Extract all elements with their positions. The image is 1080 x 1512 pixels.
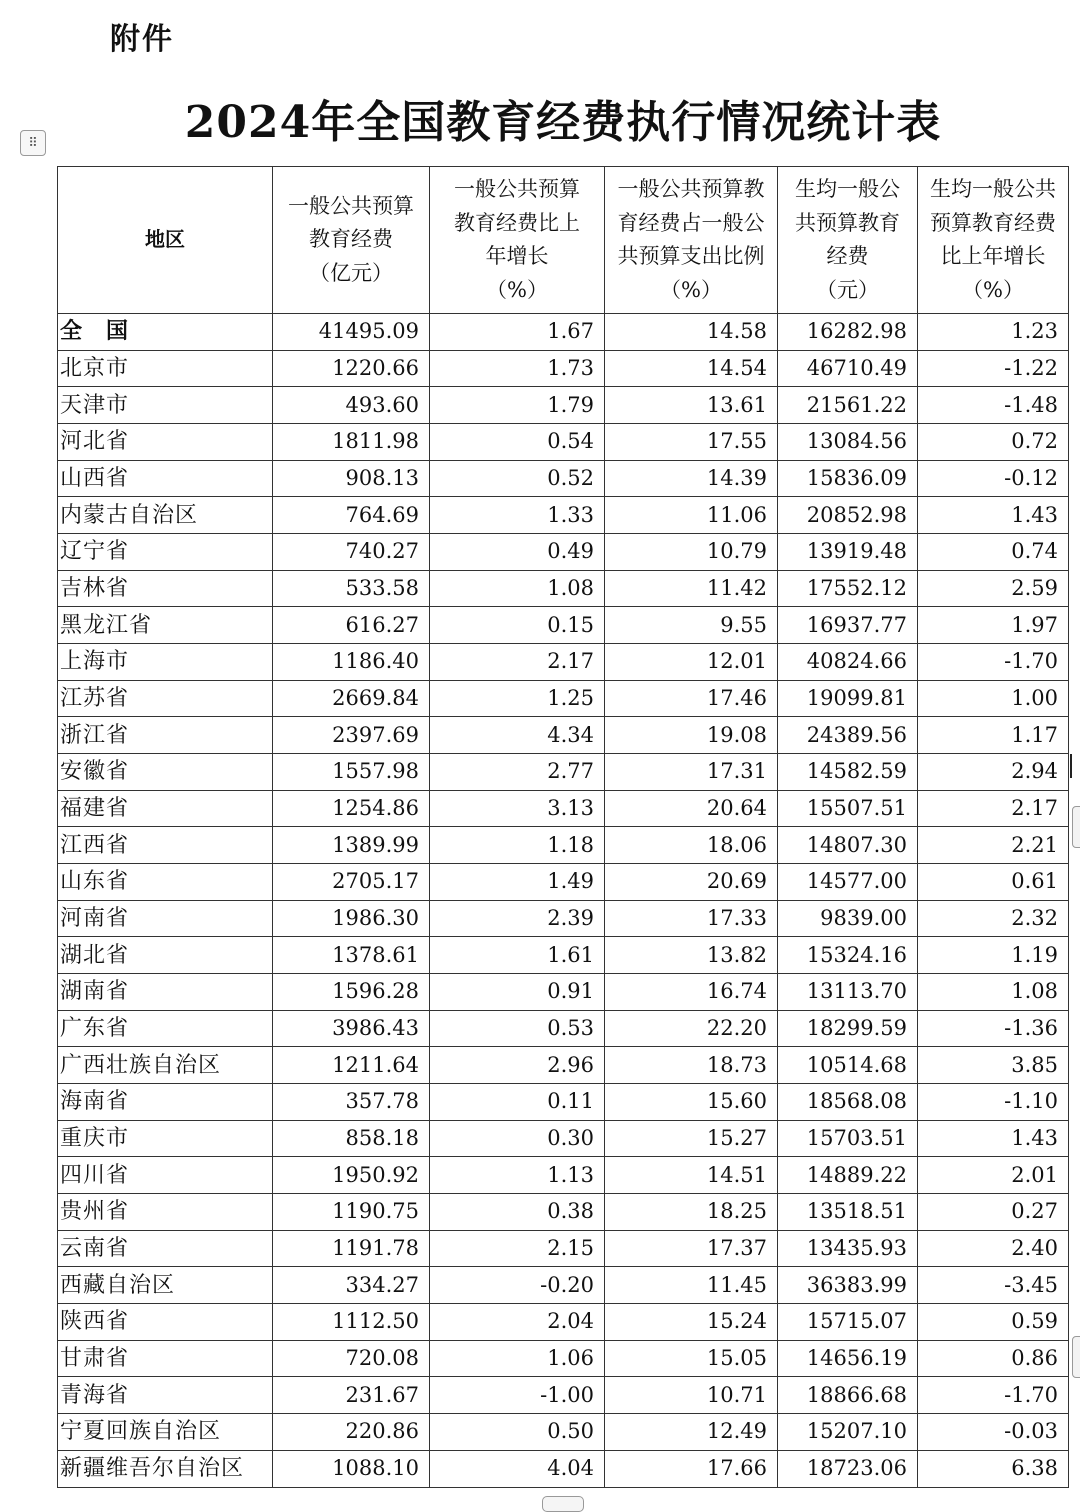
table-row <box>58 570 1069 607</box>
value-cell: 13.61 <box>605 387 778 424</box>
value-cell: 17552.12 <box>778 570 918 607</box>
column-header-line: 一般公共预算教 <box>617 177 765 201</box>
value-cell: 16937.77 <box>778 607 918 644</box>
value-cell: 1.23 <box>918 314 1069 351</box>
table-row <box>58 790 1069 827</box>
value-cell: 18.06 <box>605 827 778 864</box>
value-cell: 1.19 <box>918 937 1069 974</box>
education-funding-table <box>57 166 1069 1488</box>
column-header-line: 一般公共预算 <box>454 177 580 201</box>
table-row <box>58 1304 1069 1341</box>
value-cell: 14807.30 <box>778 827 918 864</box>
region-cell: 甘肃省 <box>58 1340 273 1377</box>
value-cell: 4.04 <box>430 1450 605 1487</box>
value-cell: 15207.10 <box>778 1414 918 1451</box>
table-row <box>58 1157 1069 1194</box>
table-row <box>58 827 1069 864</box>
value-cell: 11.06 <box>605 497 778 534</box>
column-header-line: 预算教育经费 <box>930 210 1056 235</box>
region-cell: 吉林省 <box>58 570 273 607</box>
value-cell: 1.17 <box>918 717 1069 754</box>
value-cell: 0.91 <box>430 974 605 1011</box>
value-cell: 0.59 <box>918 1304 1069 1341</box>
table-row <box>58 497 1069 534</box>
value-cell: 20852.98 <box>778 497 918 534</box>
region-cell: 广西壮族自治区 <box>58 1047 273 1084</box>
value-cell: 36383.99 <box>778 1267 918 1304</box>
region-cell: 山西省 <box>58 460 273 497</box>
side-scroll-tab[interactable] <box>1072 1336 1080 1378</box>
value-cell: 13113.70 <box>778 974 918 1011</box>
value-cell: 18723.06 <box>778 1450 918 1487</box>
value-cell: 1811.98 <box>273 424 430 461</box>
value-cell: 2.96 <box>430 1047 605 1084</box>
value-cell: 12.49 <box>605 1414 778 1451</box>
table-row <box>58 1047 1069 1084</box>
value-cell: 15324.16 <box>778 937 918 974</box>
value-cell: 0.86 <box>918 1340 1069 1377</box>
value-cell: -1.22 <box>918 350 1069 387</box>
value-cell: -1.10 <box>918 1084 1069 1121</box>
value-cell: 0.38 <box>430 1194 605 1231</box>
value-cell: 0.54 <box>430 424 605 461</box>
page-title: 2024年全国教育经费执行情况统计表 <box>184 97 942 148</box>
value-cell: 0.30 <box>430 1120 605 1157</box>
value-cell: 357.78 <box>273 1084 430 1121</box>
value-cell: -0.12 <box>918 460 1069 497</box>
table-row <box>58 680 1069 717</box>
value-cell: 1.08 <box>430 570 605 607</box>
value-cell: -3.45 <box>918 1267 1069 1304</box>
value-cell: 14656.19 <box>778 1340 918 1377</box>
column-header-line: 一般公共预算 <box>288 193 414 218</box>
region-cell: 河南省 <box>58 900 273 937</box>
region-cell: 西藏自治区 <box>58 1267 273 1304</box>
region-cell: 广东省 <box>58 1010 273 1047</box>
value-cell: 0.52 <box>430 460 605 497</box>
value-cell: 0.61 <box>918 864 1069 901</box>
table-row <box>58 1450 1069 1487</box>
value-cell: 858.18 <box>273 1120 430 1157</box>
region-cell: 江苏省 <box>58 680 273 717</box>
table-row <box>58 314 1069 351</box>
value-cell: 15.27 <box>605 1120 778 1157</box>
table-row <box>58 387 1069 424</box>
column-header-line: 经费 <box>826 244 869 268</box>
value-cell: 14.39 <box>605 460 778 497</box>
table-row <box>58 1230 1069 1267</box>
column-header <box>58 167 273 314</box>
value-cell: 10.71 <box>605 1377 778 1414</box>
value-cell: 533.58 <box>273 570 430 607</box>
value-cell: 14577.00 <box>778 864 918 901</box>
value-cell: 19099.81 <box>778 680 918 717</box>
value-cell: 0.50 <box>430 1414 605 1451</box>
column-header-line: 比上年增长 <box>940 244 1046 268</box>
value-cell: 3.13 <box>430 790 605 827</box>
column-header-line: （%） <box>486 277 548 302</box>
value-cell: -0.03 <box>918 1414 1069 1451</box>
region-cell: 陕西省 <box>58 1304 273 1341</box>
column-header-line: 年增长 <box>485 244 549 268</box>
table-header-row <box>58 167 1069 314</box>
region-cell: 贵州省 <box>58 1194 273 1231</box>
value-cell: 17.66 <box>605 1450 778 1487</box>
value-cell: -1.36 <box>918 1010 1069 1047</box>
value-cell: 1.33 <box>430 497 605 534</box>
value-cell: 24389.56 <box>778 717 918 754</box>
value-cell: 334.27 <box>273 1267 430 1304</box>
value-cell: 0.27 <box>918 1194 1069 1231</box>
table-row <box>58 1120 1069 1157</box>
value-cell: 17.46 <box>605 680 778 717</box>
region-cell: 浙江省 <box>58 717 273 754</box>
value-cell: 9839.00 <box>778 900 918 937</box>
value-cell: 1389.99 <box>273 827 430 864</box>
value-cell: 1.49 <box>430 864 605 901</box>
value-cell: 18.25 <box>605 1194 778 1231</box>
region-cell: 宁夏回族自治区 <box>58 1414 273 1451</box>
value-cell: 1.73 <box>430 350 605 387</box>
value-cell: 18568.08 <box>778 1084 918 1121</box>
region-cell: 北京市 <box>58 350 273 387</box>
value-cell: 15836.09 <box>778 460 918 497</box>
region-cell: 四川省 <box>58 1157 273 1194</box>
value-cell: 1.08 <box>918 974 1069 1011</box>
region-cell: 河北省 <box>58 424 273 461</box>
value-cell: 1190.75 <box>273 1194 430 1231</box>
value-cell: 13919.48 <box>778 534 918 571</box>
value-cell: 1.06 <box>430 1340 605 1377</box>
value-cell: -1.70 <box>918 1377 1069 1414</box>
value-cell: 11.45 <box>605 1267 778 1304</box>
value-cell: 1.43 <box>918 1120 1069 1157</box>
value-cell: 18866.68 <box>778 1377 918 1414</box>
value-cell: 3986.43 <box>273 1010 430 1047</box>
value-cell: 13.82 <box>605 937 778 974</box>
value-cell: -1.70 <box>918 644 1069 681</box>
value-cell: 20.69 <box>605 864 778 901</box>
value-cell: 1.67 <box>430 314 605 351</box>
value-cell: 764.69 <box>273 497 430 534</box>
region-cell: 上海市 <box>58 644 273 681</box>
value-cell: 1.00 <box>918 680 1069 717</box>
value-cell: 1191.78 <box>273 1230 430 1267</box>
table-row <box>58 644 1069 681</box>
value-cell: 1378.61 <box>273 937 430 974</box>
value-cell: 1.25 <box>430 680 605 717</box>
value-cell: 15.05 <box>605 1340 778 1377</box>
value-cell: 6.38 <box>918 1450 1069 1487</box>
value-cell: 2.59 <box>918 570 1069 607</box>
value-cell: 0.11 <box>430 1084 605 1121</box>
value-cell: 220.86 <box>273 1414 430 1451</box>
value-cell: 0.74 <box>918 534 1069 571</box>
column-header-line: 教育经费比上 <box>454 210 580 235</box>
value-cell: 2705.17 <box>273 864 430 901</box>
value-cell: 1986.30 <box>273 900 430 937</box>
table-move-handle[interactable] <box>20 130 46 156</box>
value-cell: 2397.69 <box>273 717 430 754</box>
grid-dots-icon: ⠿ <box>28 135 38 151</box>
value-cell: 40824.66 <box>778 644 918 681</box>
table-row <box>58 1340 1069 1377</box>
region-cell: 安徽省 <box>58 754 273 791</box>
value-cell: 2.15 <box>430 1230 605 1267</box>
value-cell: 2.01 <box>918 1157 1069 1194</box>
region-cell: 全 国 <box>58 314 273 351</box>
value-cell: 2669.84 <box>273 680 430 717</box>
value-cell: 2.94 <box>918 754 1069 791</box>
value-cell: 1596.28 <box>273 974 430 1011</box>
region-cell: 山东省 <box>58 864 273 901</box>
table-row <box>58 1377 1069 1414</box>
value-cell: 13084.56 <box>778 424 918 461</box>
region-cell: 海南省 <box>58 1084 273 1121</box>
value-cell: 0.49 <box>430 534 605 571</box>
table-row <box>58 534 1069 571</box>
value-cell: 21561.22 <box>778 387 918 424</box>
region-cell: 黑龙江省 <box>58 607 273 644</box>
value-cell: 14582.59 <box>778 754 918 791</box>
table-row <box>58 350 1069 387</box>
table-row <box>58 754 1069 791</box>
side-scroll-tab[interactable] <box>1072 806 1080 848</box>
value-cell: 18.73 <box>605 1047 778 1084</box>
column-header-line: 生均一般公 <box>795 177 900 201</box>
value-cell: 740.27 <box>273 534 430 571</box>
value-cell: 17.55 <box>605 424 778 461</box>
value-cell: 16.74 <box>605 974 778 1011</box>
value-cell: -1.48 <box>918 387 1069 424</box>
value-cell: 14.51 <box>605 1157 778 1194</box>
column-header <box>918 167 1069 314</box>
column-header <box>430 167 605 314</box>
value-cell: 1557.98 <box>273 754 430 791</box>
table-row <box>58 607 1069 644</box>
column-header-line: （亿元） <box>309 260 393 285</box>
value-cell: 4.34 <box>430 717 605 754</box>
value-cell: 9.55 <box>605 607 778 644</box>
value-cell: 2.17 <box>918 790 1069 827</box>
value-cell: 13435.93 <box>778 1230 918 1267</box>
value-cell: 231.67 <box>273 1377 430 1414</box>
region-cell: 内蒙古自治区 <box>58 497 273 534</box>
value-cell: 20.64 <box>605 790 778 827</box>
value-cell: 1211.64 <box>273 1047 430 1084</box>
column-header-line: 共预算支出比例 <box>617 244 765 268</box>
value-cell: 15507.51 <box>778 790 918 827</box>
value-cell: 616.27 <box>273 607 430 644</box>
table-row <box>58 974 1069 1011</box>
row-add-tab[interactable] <box>542 1496 584 1512</box>
value-cell: 15.24 <box>605 1304 778 1341</box>
value-cell: 2.21 <box>918 827 1069 864</box>
table-row <box>58 717 1069 754</box>
column-header-line: 生均一般公共 <box>930 177 1056 201</box>
value-cell: 11.42 <box>605 570 778 607</box>
value-cell: 17.33 <box>605 900 778 937</box>
value-cell: 2.40 <box>918 1230 1069 1267</box>
value-cell: 908.13 <box>273 460 430 497</box>
region-cell: 云南省 <box>58 1230 273 1267</box>
table-row <box>58 460 1069 497</box>
value-cell: 1950.92 <box>273 1157 430 1194</box>
value-cell: 16282.98 <box>778 314 918 351</box>
region-cell: 湖南省 <box>58 974 273 1011</box>
value-cell: 1254.86 <box>273 790 430 827</box>
column-header-line: 地区 <box>145 227 185 252</box>
column-header-line: （%） <box>660 277 722 302</box>
table-row <box>58 424 1069 461</box>
value-cell: 17.31 <box>605 754 778 791</box>
value-cell: 493.60 <box>273 387 430 424</box>
value-cell: 720.08 <box>273 1340 430 1377</box>
value-cell: 1.97 <box>918 607 1069 644</box>
value-cell: 10514.68 <box>778 1047 918 1084</box>
value-cell: 2.32 <box>918 900 1069 937</box>
region-cell: 重庆市 <box>58 1120 273 1157</box>
column-header-line: （%） <box>962 277 1024 302</box>
value-cell: 19.08 <box>605 717 778 754</box>
value-cell: 12.01 <box>605 644 778 681</box>
column-header <box>273 167 430 314</box>
value-cell: 1112.50 <box>273 1304 430 1341</box>
region-cell: 江西省 <box>58 827 273 864</box>
region-cell: 新疆维吾尔自治区 <box>58 1450 273 1487</box>
value-cell: 15715.07 <box>778 1304 918 1341</box>
value-cell: 1088.10 <box>273 1450 430 1487</box>
region-cell: 辽宁省 <box>58 534 273 571</box>
region-cell: 福建省 <box>58 790 273 827</box>
value-cell: 41495.09 <box>273 314 430 351</box>
value-cell: 0.72 <box>918 424 1069 461</box>
value-cell: 1.43 <box>918 497 1069 534</box>
table-row <box>58 1414 1069 1451</box>
column-header <box>605 167 778 314</box>
column-header-line: 育经费占一般公 <box>617 210 765 235</box>
value-cell: 13518.51 <box>778 1194 918 1231</box>
table-row <box>58 1084 1069 1121</box>
value-cell: 0.15 <box>430 607 605 644</box>
value-cell: 1186.40 <box>273 644 430 681</box>
value-cell: 2.17 <box>430 644 605 681</box>
value-cell: -0.20 <box>430 1267 605 1304</box>
value-cell: 15703.51 <box>778 1120 918 1157</box>
value-cell: 1.79 <box>430 387 605 424</box>
value-cell: 2.39 <box>430 900 605 937</box>
table-row <box>58 937 1069 974</box>
value-cell: 46710.49 <box>778 350 918 387</box>
region-cell: 湖北省 <box>58 937 273 974</box>
table-row <box>58 864 1069 901</box>
value-cell: 1.18 <box>430 827 605 864</box>
column-header-line: 共预算教育 <box>795 210 900 235</box>
value-cell: -1.00 <box>430 1377 605 1414</box>
value-cell: 2.77 <box>430 754 605 791</box>
value-cell: 14.58 <box>605 314 778 351</box>
value-cell: 1.61 <box>430 937 605 974</box>
region-cell: 天津市 <box>58 387 273 424</box>
value-cell: 10.79 <box>605 534 778 571</box>
value-cell: 14889.22 <box>778 1157 918 1194</box>
value-cell: 14.54 <box>605 350 778 387</box>
column-header <box>778 167 918 314</box>
value-cell: 2.04 <box>430 1304 605 1341</box>
text-cursor <box>1070 754 1072 778</box>
table-row <box>58 900 1069 937</box>
table-row <box>58 1267 1069 1304</box>
value-cell: 22.20 <box>605 1010 778 1047</box>
table-row <box>58 1194 1069 1231</box>
value-cell: 17.37 <box>605 1230 778 1267</box>
value-cell: 18299.59 <box>778 1010 918 1047</box>
value-cell: 0.53 <box>430 1010 605 1047</box>
value-cell: 3.85 <box>918 1047 1069 1084</box>
column-header-line: （元） <box>816 277 879 302</box>
region-cell: 青海省 <box>58 1377 273 1414</box>
column-header-line: 教育经费 <box>309 227 393 252</box>
attachment-label: 附件 <box>110 22 174 57</box>
value-cell: 1.13 <box>430 1157 605 1194</box>
table-row <box>58 1010 1069 1047</box>
value-cell: 15.60 <box>605 1084 778 1121</box>
value-cell: 1220.66 <box>273 350 430 387</box>
